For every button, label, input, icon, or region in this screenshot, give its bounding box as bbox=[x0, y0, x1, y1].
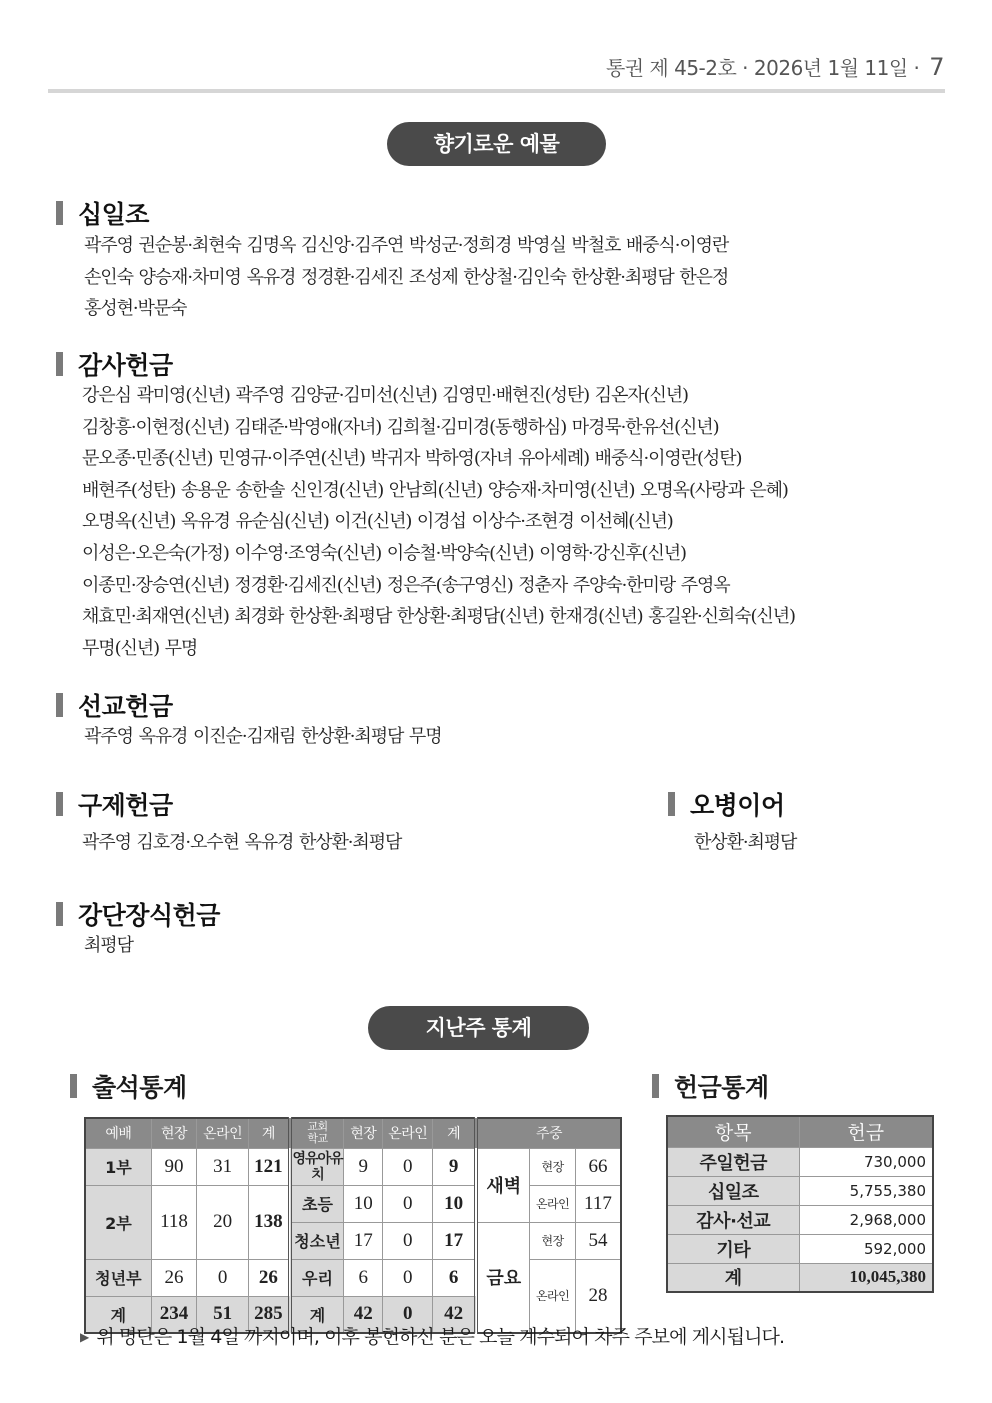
name-line: 한상환·최평담 bbox=[694, 832, 797, 853]
row-label: 청소년 bbox=[290, 1222, 344, 1259]
header-divider bbox=[48, 89, 945, 93]
page-number: 7 bbox=[929, 53, 944, 81]
row-label: 2부 bbox=[85, 1185, 151, 1259]
col-total: 계 bbox=[433, 1118, 476, 1148]
row-label: 십일조 bbox=[667, 1176, 799, 1205]
cell-amount: 2,968,000 bbox=[799, 1205, 933, 1234]
altar-names bbox=[56, 930, 220, 962]
cell-onsite: 118 bbox=[151, 1185, 197, 1259]
mission-names bbox=[56, 721, 442, 753]
cell-onsite: 6 bbox=[344, 1259, 383, 1296]
col-school: 교회 학교 bbox=[290, 1118, 344, 1148]
cell-amount: 592,000 bbox=[799, 1234, 933, 1263]
triangle-bullet-icon: ▶ bbox=[80, 1330, 89, 1344]
cell-sublabel: 온라인 bbox=[530, 1259, 576, 1333]
table-total-row bbox=[667, 1263, 933, 1292]
section-bar bbox=[56, 201, 63, 225]
cell-amount: 5,755,380 bbox=[799, 1176, 933, 1205]
tithe-section bbox=[56, 197, 728, 325]
cell-total: 10 bbox=[433, 1185, 476, 1222]
stats-section-title: 지난주 통계 bbox=[368, 1006, 589, 1050]
row-label: 초등 bbox=[290, 1185, 344, 1222]
cell-online: 0 bbox=[383, 1296, 433, 1333]
cell-online: 0 bbox=[197, 1259, 249, 1296]
mission-title: 선교헌금 bbox=[78, 692, 173, 721]
cell-sublabel: 현장 bbox=[530, 1222, 576, 1259]
name-line: 채효민·최재연(신년) 최경화 한상환·최평담 한상환·최평담(신년) 한재경(신년) 홍길완·신희숙(신년) bbox=[82, 606, 795, 628]
cell-online: 51 bbox=[197, 1296, 249, 1333]
cell-online: 0 bbox=[383, 1185, 433, 1222]
table-row bbox=[667, 1205, 933, 1234]
section-bar bbox=[668, 792, 675, 816]
cell-onsite: 26 bbox=[151, 1259, 197, 1296]
col-amount: 헌금 bbox=[799, 1116, 933, 1147]
offering-title: 헌금통계 bbox=[674, 1073, 769, 1102]
table-row bbox=[85, 1148, 621, 1185]
section-bar bbox=[56, 352, 63, 376]
cell-total: 42 bbox=[433, 1296, 476, 1333]
cell-onsite: 17 bbox=[344, 1222, 383, 1259]
fiveloaves-names bbox=[668, 827, 796, 859]
cell-online: 31 bbox=[197, 1148, 249, 1185]
tithe-names bbox=[56, 230, 728, 325]
cell-total: 121 bbox=[248, 1148, 289, 1185]
row-label: 계 bbox=[85, 1296, 151, 1333]
name-line: 손인숙 양승재·차미영 옥유경 정경환·김세진 조성제 한상철·김인숙 한상환·최평담 한은정 bbox=[84, 266, 729, 288]
fiveloaves-section bbox=[668, 788, 796, 859]
offering-header-row bbox=[667, 1116, 933, 1147]
mission-section bbox=[56, 689, 442, 753]
section-bar bbox=[70, 1074, 77, 1098]
gift-section-title: 향기로운 예물 bbox=[387, 122, 606, 166]
cell-onsite: 42 bbox=[344, 1296, 383, 1333]
name-line: 강은심 곽미영(신년) 곽주영 김양균·김미선(신년) 김영민·배현진(성탄) 김온자(신년) bbox=[82, 385, 688, 406]
col-midweek: 주중 bbox=[476, 1118, 621, 1148]
row-label: 우리 bbox=[290, 1259, 344, 1296]
row-label: 기타 bbox=[667, 1234, 799, 1263]
col-total: 계 bbox=[248, 1118, 289, 1148]
cell-total: 285 bbox=[248, 1296, 289, 1333]
cell-online: 20 bbox=[197, 1185, 249, 1259]
row-label: 1부 bbox=[85, 1148, 151, 1185]
table-row bbox=[85, 1259, 621, 1296]
section-bar bbox=[652, 1074, 659, 1098]
footnote bbox=[80, 1322, 784, 1349]
cell-value: 54 bbox=[575, 1222, 621, 1259]
table-row bbox=[85, 1185, 621, 1222]
cell-total: 138 bbox=[248, 1185, 289, 1259]
thanks-section bbox=[56, 348, 795, 664]
row-label: 영유아유치 bbox=[290, 1148, 344, 1185]
table-row bbox=[667, 1176, 933, 1205]
name-line: 곽주영 권순봉·최현숙 김명옥 김신앙·김주연 박성군·정희경 박영실 박철호 배중식·이영란 bbox=[84, 235, 729, 256]
name-line: 최평담 bbox=[84, 935, 133, 956]
cell-amount: 730,000 bbox=[799, 1147, 933, 1176]
issue-info: 통권 제 45-2호 · 2026년 1월 11일 · bbox=[605, 56, 920, 80]
cell-sublabel: 온라인 bbox=[530, 1185, 576, 1222]
midweek-label: 금요 bbox=[476, 1222, 530, 1333]
row-label: 주일헌금 bbox=[667, 1147, 799, 1176]
col-item: 항목 bbox=[667, 1116, 799, 1147]
altar-title: 강단장식헌금 bbox=[78, 901, 220, 930]
section-bar bbox=[56, 792, 63, 816]
name-line: 문오종·민종(신년) 민영규·이주연(신년) 박귀자 박하영(자녀 유아세례) 배중식·이영란(성탄) bbox=[82, 448, 742, 470]
name-line: 오명옥(신년) 옥유경 유순심(신년) 이건(신년) 이경섭 이상수·조현경 이선혜(신년) bbox=[82, 511, 673, 533]
cell-onsite: 10 bbox=[344, 1185, 383, 1222]
name-line: 무명(신년) 무명 bbox=[82, 637, 198, 659]
cell-value: 28 bbox=[575, 1259, 621, 1333]
cell-sublabel: 현장 bbox=[530, 1148, 576, 1185]
col-onsite: 현장 bbox=[344, 1118, 383, 1148]
attendance-heading bbox=[70, 1068, 187, 1104]
name-line: 이성은·오은숙(가정) 이수영·조영숙(신년) 이승철·박양숙(신년) 이영학·강신후(신년) bbox=[82, 542, 686, 564]
relief-title: 구제헌금 bbox=[78, 791, 173, 820]
cell-online: 0 bbox=[383, 1222, 433, 1259]
col-online: 온라인 bbox=[197, 1118, 249, 1148]
name-line: 이종민·장승연(신년) 정경환·김세진(신년) 정은주(송구영신) 정춘자 주양숙·한미랑 주영옥 bbox=[82, 574, 730, 596]
cell-onsite: 9 bbox=[344, 1148, 383, 1185]
cell-total: 26 bbox=[248, 1259, 289, 1296]
cell-online: 0 bbox=[383, 1148, 433, 1185]
cell-value: 66 bbox=[575, 1148, 621, 1185]
cell-online: 0 bbox=[383, 1259, 433, 1296]
name-line: 곽주영 옥유경 이진순·김재림 한상환·최평담 무명 bbox=[84, 726, 442, 747]
col-worship: 예배 bbox=[85, 1118, 151, 1148]
cell-total: 17 bbox=[433, 1222, 476, 1259]
relief-section bbox=[56, 788, 401, 859]
name-line: 홍성현·박문숙 bbox=[84, 298, 187, 320]
col-onsite: 현장 bbox=[151, 1118, 197, 1148]
midweek-label: 새벽 bbox=[476, 1148, 530, 1222]
cell-onsite: 234 bbox=[151, 1296, 197, 1333]
cell-total: 6 bbox=[433, 1259, 476, 1296]
attendance-table bbox=[84, 1117, 622, 1334]
footnote-text: 위 명단은 1월 4일 까지이며, 이후 봉헌하신 분은 오늘 계수되어 차주 주보에 게시됩니다. bbox=[96, 1326, 785, 1348]
relief-names bbox=[56, 827, 401, 859]
col-online: 온라인 bbox=[383, 1118, 433, 1148]
table-row bbox=[667, 1234, 933, 1263]
row-label: 청년부 bbox=[85, 1259, 151, 1296]
cell-onsite: 90 bbox=[151, 1148, 197, 1185]
name-line: 배현주(성탄) 송용운 송한솔 신인경(신년) 안남희(신년) 양승재·차미영(신년) 오명옥(사랑과 은혜) bbox=[82, 479, 788, 501]
row-label: 계 bbox=[290, 1296, 344, 1333]
cell-amount: 10,045,380 bbox=[799, 1263, 933, 1292]
fiveloaves-title: 오병이어 bbox=[690, 791, 785, 820]
altar-section bbox=[56, 898, 220, 962]
thanks-names bbox=[56, 380, 795, 664]
tithe-title: 십일조 bbox=[78, 200, 149, 229]
name-line: 김창흥·이현정(신년) 김태준·박영애(자녀) 김희철·김미경(동행하심) 마경묵·한유선(신년) bbox=[82, 416, 719, 438]
cell-total: 9 bbox=[433, 1148, 476, 1185]
offering-table bbox=[666, 1115, 934, 1293]
name-line: 곽주영 김호경·오수현 옥유경 한상환·최평담 bbox=[82, 832, 402, 853]
table-row bbox=[667, 1147, 933, 1176]
row-label: 계 bbox=[667, 1263, 799, 1292]
attendance-header-row bbox=[85, 1118, 621, 1148]
attendance-title: 출석통계 bbox=[92, 1073, 187, 1102]
page-header bbox=[606, 52, 944, 81]
section-bar bbox=[56, 693, 63, 717]
row-label: 감사·선교 bbox=[667, 1205, 799, 1234]
cell-value: 117 bbox=[575, 1185, 621, 1222]
thanks-title: 감사헌금 bbox=[78, 351, 173, 380]
offering-heading bbox=[652, 1068, 769, 1104]
section-bar bbox=[56, 902, 63, 926]
